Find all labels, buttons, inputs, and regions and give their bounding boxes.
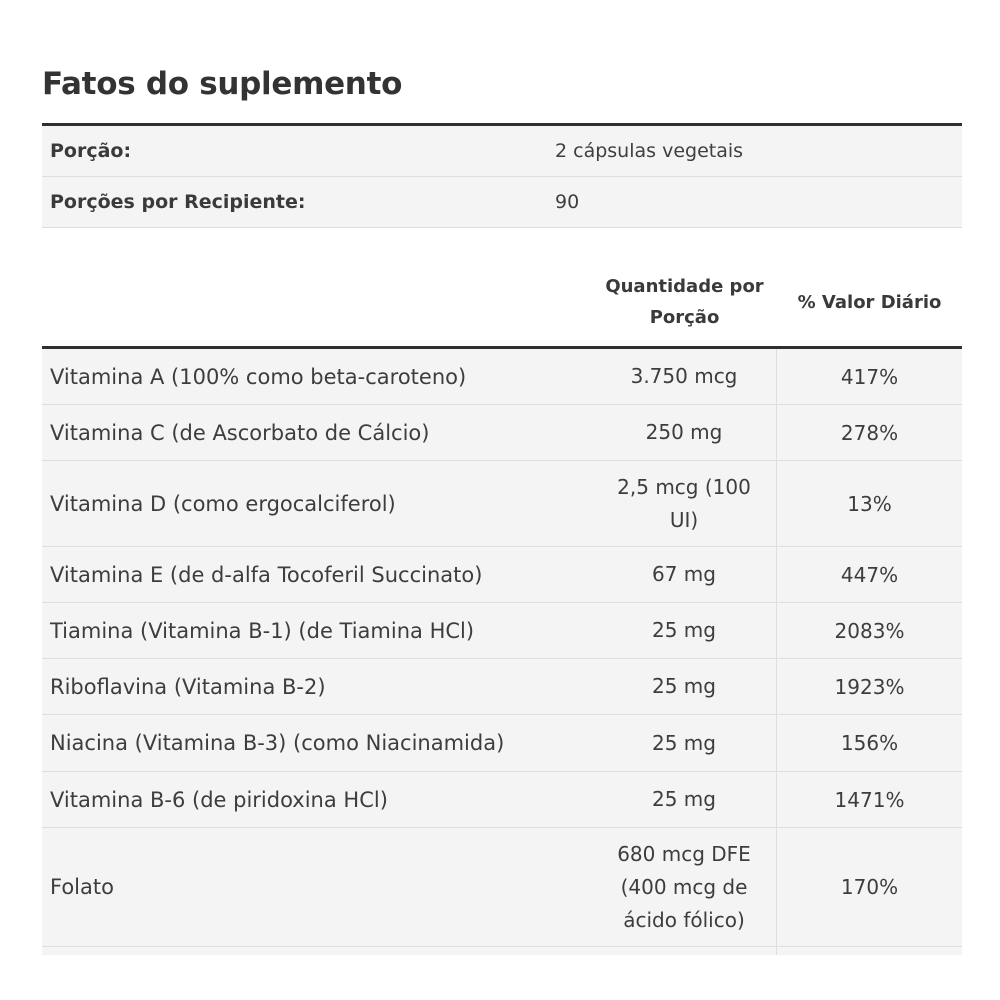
servings-per-container-row — [42, 177, 962, 228]
nutrient-name: Vitamina E (de d-alfa Tocoferil Succinato) — [50, 562, 483, 587]
nutrient-name: Vitamina B-6 (de piridoxina HCl) — [50, 787, 388, 812]
nutrient-daily-value: 156% — [776, 715, 962, 771]
nutrient-name: Vitamina A (100% como beta-caroteno) — [50, 364, 467, 389]
servings-per-container-value: 90 — [555, 191, 580, 213]
table-row — [42, 547, 962, 603]
nutrient-daily-value: 1471% — [776, 772, 962, 827]
header-daily-value: % Valor Diário — [797, 291, 942, 313]
nutrient-name: Tiamina (Vitamina B-1) (de Tiamina HCl) — [50, 618, 475, 643]
nutrient-amount: 2,5 mcg (100 UI) — [617, 474, 751, 532]
table-row — [42, 772, 962, 828]
table-row — [42, 461, 962, 547]
table-row-partial — [42, 947, 962, 955]
nutrient-daily-value: 417% — [776, 349, 962, 404]
nutrient-daily-value: 278% — [776, 405, 962, 460]
nutrient-amount: 25 mg — [652, 618, 716, 642]
serving-info — [42, 123, 962, 228]
table-row — [42, 828, 962, 947]
table-row — [42, 349, 962, 405]
nutrient-name: Niacina (Vitamina B-3) (como Niacinamida) — [50, 731, 505, 755]
nutrient-daily-value: 1923% — [776, 659, 962, 714]
table-row — [42, 659, 962, 715]
nutrient-amount: 25 mg — [652, 674, 716, 698]
nutrient-amount: 3.750 mcg — [630, 364, 738, 388]
serving-size-row — [42, 126, 962, 177]
nutrient-amount: 67 mg — [652, 562, 716, 586]
servings-per-container-label: Porções por Recipiente: — [50, 191, 306, 213]
nutrient-name: Vitamina C (de Ascorbato de Cálcio) — [50, 420, 430, 445]
table-row — [42, 715, 962, 772]
table-row — [42, 405, 962, 461]
nutrient-daily-value: 2083% — [776, 603, 962, 658]
nutrient-amount: 250 mg — [645, 420, 723, 444]
nutrient-amount: 680 mcg DFE (400 mcg de ácido fólico) — [617, 841, 751, 932]
nutrient-amount: 25 mg — [652, 730, 716, 755]
nutrient-name: Vitamina D (como ergocalciferol) — [50, 491, 396, 516]
nutrient-daily-value: 447% — [776, 547, 962, 602]
table-header — [42, 258, 962, 349]
nutrient-table — [42, 258, 962, 955]
nutrient-amount: 25 mg — [652, 787, 716, 811]
nutrient-name: Riboflavina (Vitamina B-2) — [50, 674, 326, 699]
header-nutrient — [42, 258, 592, 346]
table-row — [42, 603, 962, 659]
header-amount: Quantidade por Porção — [605, 276, 764, 328]
serving-size-label: Porção: — [50, 140, 132, 162]
nutrient-daily-value: 13% — [776, 461, 962, 546]
nutrient-name: Folato — [50, 875, 114, 899]
page-title: Fatos do suplemento — [42, 66, 403, 102]
nutrient-daily-value: 170% — [776, 828, 962, 946]
serving-size-value: 2 cápsulas vegetais — [555, 140, 744, 162]
